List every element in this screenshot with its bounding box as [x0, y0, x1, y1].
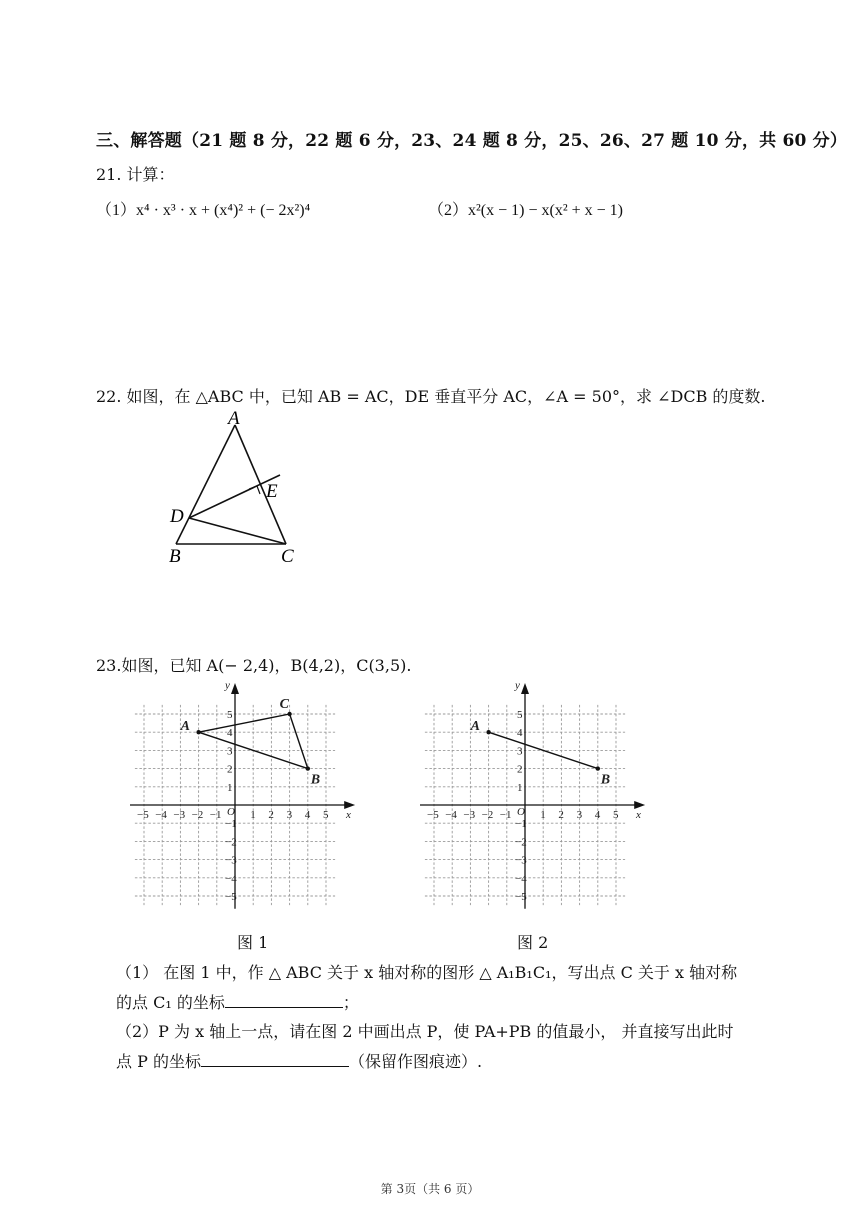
tick-label-y: −4	[515, 872, 527, 885]
tick-label-x: −2	[191, 809, 204, 821]
answer-blank-p[interactable]	[201, 1051, 349, 1067]
tick-label-y: 1	[227, 781, 233, 794]
q23-part1-line1: （1） 在图 1 中，作 △ ABC 关于 x 轴对称的图形 △ A₁B₁C₁，写出点 C 关于 x 轴对称	[116, 963, 738, 982]
label-e: E	[266, 481, 278, 502]
segment-ac	[199, 714, 290, 732]
q23-part2-prompt: 点 P 的坐标	[116, 1052, 201, 1071]
tick-label-y: 3	[227, 745, 233, 758]
tick-label-y: 3	[517, 745, 523, 758]
q23-part2-line2	[116, 1049, 482, 1072]
q23-part2-line1: （2）P 为 x 轴上一点，请在图 2 中画出点 P，使 PA+PB 的值最小， 并直接写出此时	[116, 1022, 734, 1041]
label-c: C	[281, 546, 294, 567]
tick-label-x: 2	[558, 809, 564, 821]
x-axis-label: x	[346, 809, 351, 821]
point-label-b: B	[310, 772, 321, 788]
tick-label-x: −3	[173, 809, 186, 821]
tick-label-x: 4	[304, 809, 311, 821]
q21-part2: （2）x²(x − 1) − x(x² + x − 1)	[428, 202, 624, 219]
point-a	[486, 730, 490, 734]
q23-part1-line2	[116, 990, 359, 1013]
point-a	[196, 730, 200, 734]
tick-label-y: −2	[515, 836, 527, 849]
label-b: B	[169, 546, 181, 567]
point-b	[596, 766, 600, 770]
answer-blank-c1[interactable]	[225, 992, 343, 1008]
tick-label-x: −4	[445, 809, 457, 821]
tick-label-x: −5	[137, 809, 149, 821]
tick-label-x: −4	[155, 809, 167, 821]
line-dc	[189, 518, 286, 544]
fig1-caption: 图 1	[237, 933, 269, 952]
tick-label-y: 5	[517, 709, 523, 721]
tick-label-x: −1	[499, 809, 512, 821]
tick-label-y: −5	[515, 891, 527, 903]
origin-label: O	[227, 806, 235, 818]
tick-label-x: 2	[268, 809, 274, 821]
segment-cb	[290, 714, 308, 769]
tick-label-x: 4	[594, 809, 601, 821]
tick-label-y: 2	[517, 763, 523, 776]
q23-part1-prompt: 的点 C₁ 的坐标	[116, 993, 225, 1012]
tick-label-y: 4	[227, 727, 233, 740]
q21-stem: 21. 计算：	[96, 165, 175, 184]
y-axis-label: y	[225, 680, 230, 692]
point-b	[306, 766, 310, 770]
q23-figure-1-grid	[130, 680, 380, 915]
fig2-caption: 图 2	[517, 933, 549, 952]
tick-label-x: −2	[481, 809, 494, 821]
section-title: 三、解答题（21 题 8 分，22 题 6 分，23、24 题 8 分，25、26、27 题 10 分，共 60 分）	[96, 131, 848, 151]
tick-label-x: 3	[576, 809, 583, 821]
q23-part2-end: （保留作图痕迹）.	[348, 1052, 483, 1071]
point-c	[287, 712, 291, 716]
tick-label-x: 1	[540, 809, 546, 821]
y-axis-arrow	[521, 683, 529, 694]
label-d: D	[170, 506, 184, 527]
y-axis-arrow	[231, 683, 239, 694]
x-axis-arrow	[344, 801, 355, 809]
point-label-c: C	[279, 697, 289, 712]
tick-label-x: −3	[463, 809, 476, 821]
tick-label-y: 5	[227, 709, 233, 721]
q22-stem: 22. 如图，在 △ABC 中，已知 AB = AC，DE 垂直平分 AC，∠A = 50°，求 ∠DCB 的度数.	[96, 387, 766, 406]
tick-label-y: 1	[517, 781, 523, 794]
q21-part1: （1）x⁴ · x³ · x + (x⁴)² + (− 2x²)⁴	[96, 202, 311, 219]
tick-label-y: 4	[517, 727, 523, 740]
page-footer: 第 3页（共 6 页）	[380, 1182, 480, 1196]
tick-label-y: −2	[225, 836, 237, 849]
point-label-a: A	[470, 719, 480, 735]
q23-figure-2-grid	[420, 680, 670, 915]
tick-label-y: −1	[515, 818, 527, 831]
point-label-b: B	[600, 772, 611, 788]
x-axis-arrow	[634, 801, 645, 809]
tick-label-x: 5	[323, 809, 329, 821]
tick-label-x: 5	[613, 809, 619, 821]
tick-label-y: −5	[225, 891, 237, 903]
tick-label-x: −1	[209, 809, 222, 821]
tick-label-y: 2	[227, 763, 233, 776]
point-label-a: A	[180, 719, 190, 735]
label-a: A	[228, 408, 240, 429]
tick-label-y: −3	[515, 854, 527, 867]
side-ab	[176, 425, 235, 544]
tick-label-x: −5	[427, 809, 439, 821]
q23-stem: 23.如图，已知 A(− 2,4)，B(4,2)，C(3,5).	[96, 656, 412, 675]
tick-label-x: 1	[250, 809, 256, 821]
x-axis-label: x	[636, 809, 641, 821]
y-axis-label: y	[515, 680, 520, 692]
right-angle-mark	[249, 486, 260, 494]
tick-label-y: −4	[225, 872, 237, 885]
q23-part1-end: ；	[342, 993, 359, 1012]
tick-label-x: 3	[286, 809, 293, 821]
tick-label-y: −1	[225, 818, 237, 831]
q22-triangle-figure	[160, 405, 320, 570]
tick-label-y: −3	[225, 854, 237, 867]
origin-label: O	[517, 806, 525, 818]
